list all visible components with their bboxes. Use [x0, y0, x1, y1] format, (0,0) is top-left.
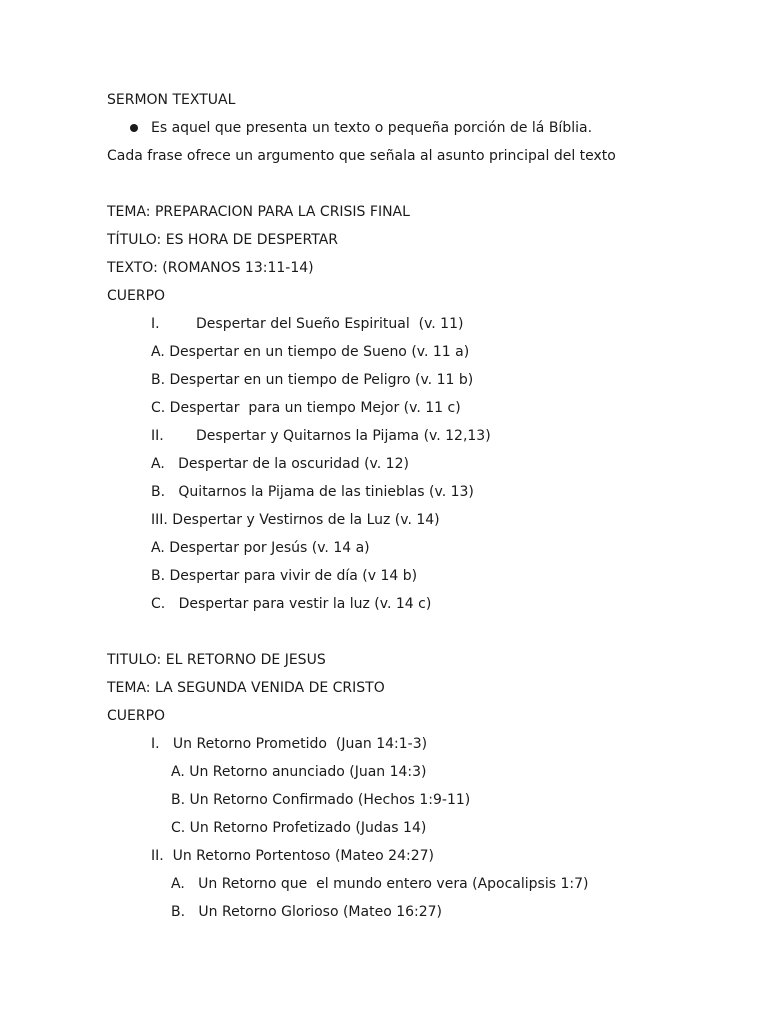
sermon1-point-i-c: C. Despertar para un tiempo Mejor (v. 11 c) — [151, 400, 461, 416]
sermon1-point-ii: Despertar y Quitarnos la Pijama (v. 12,13) — [196, 428, 491, 444]
sermon2-titulo: TITULO: EL RETORNO DE JESUS — [107, 652, 326, 668]
sermon2-point-i-c: C. Un Retorno Profetizado (Judas 14) — [171, 820, 427, 836]
sermon2-point-ii-a: A. Un Retorno que el mundo entero vera (Apocalipsis 1:7) — [171, 876, 589, 892]
sermon2-tema: TEMA: LA SEGUNDA VENIDA DE CRISTO — [107, 680, 385, 696]
bullet-dot — [130, 124, 138, 132]
sermon1-point-iii-a: A. Despertar por Jesús (v. 14 a) — [151, 540, 370, 556]
sermon1-point-iii: III. Despertar y Vestirnos de la Luz (v. 14) — [151, 512, 440, 528]
sermon2-cuerpo: CUERPO — [107, 708, 166, 724]
sermon2-point-i: I. Un Retorno Prometido (Juan 14:1-3) — [151, 736, 428, 752]
sermon1-texto: TEXTO: (ROMANOS 13:11-14) — [107, 260, 314, 276]
sermon1-point-i-b: B. Despertar en un tiempo de Peligro (v. 11 b) — [151, 372, 474, 388]
doc-heading: SERMON TEXTUAL — [107, 92, 236, 108]
sermon2-point-i-a: A. Un Retorno anunciado (Juan 14:3) — [171, 764, 427, 780]
sermon1-point-ii-a: A. Despertar de la oscuridad (v. 12) — [151, 456, 409, 472]
sermon1-tema: TEMA: PREPARACION PARA LA CRISIS FINAL — [107, 204, 410, 220]
sermon1-point-i-number: I. — [151, 316, 160, 332]
sermon1-point-iii-b: B. Despertar para vivir de día (v 14 b) — [151, 568, 418, 584]
sermon2-point-i-b: B. Un Retorno Confirmado (Hechos 1:9-11) — [171, 792, 471, 808]
sermon1-point-ii-b: B. Quitarnos la Pijama de las tinieblas (v. 13) — [151, 484, 474, 500]
sermon1-point-i: Despertar del Sueño Espiritual (v. 11) — [196, 316, 464, 332]
bullet-text: Es aquel que presenta un texto o pequeña porción de lá Bíblia. — [151, 120, 593, 136]
sermon1-titulo: TÍTULO: ES HORA DE DESPERTAR — [107, 232, 338, 248]
sermon2-point-ii: II. Un Retorno Portentoso (Mateo 24:27) — [151, 848, 434, 864]
sermon1-point-iii-c: C. Despertar para vestir la luz (v. 14 c) — [151, 596, 432, 612]
sermon1-point-i-a: A. Despertar en un tiempo de Sueno (v. 11 a) — [151, 344, 470, 360]
sermon2-point-ii-b: B. Un Retorno Glorioso (Mateo 16:27) — [171, 904, 443, 920]
sermon1-cuerpo: CUERPO — [107, 288, 166, 304]
intro-text: Cada frase ofrece un argumento que señala al asunto principal del texto — [107, 148, 616, 164]
sermon1-point-ii-number: II. — [151, 428, 164, 444]
